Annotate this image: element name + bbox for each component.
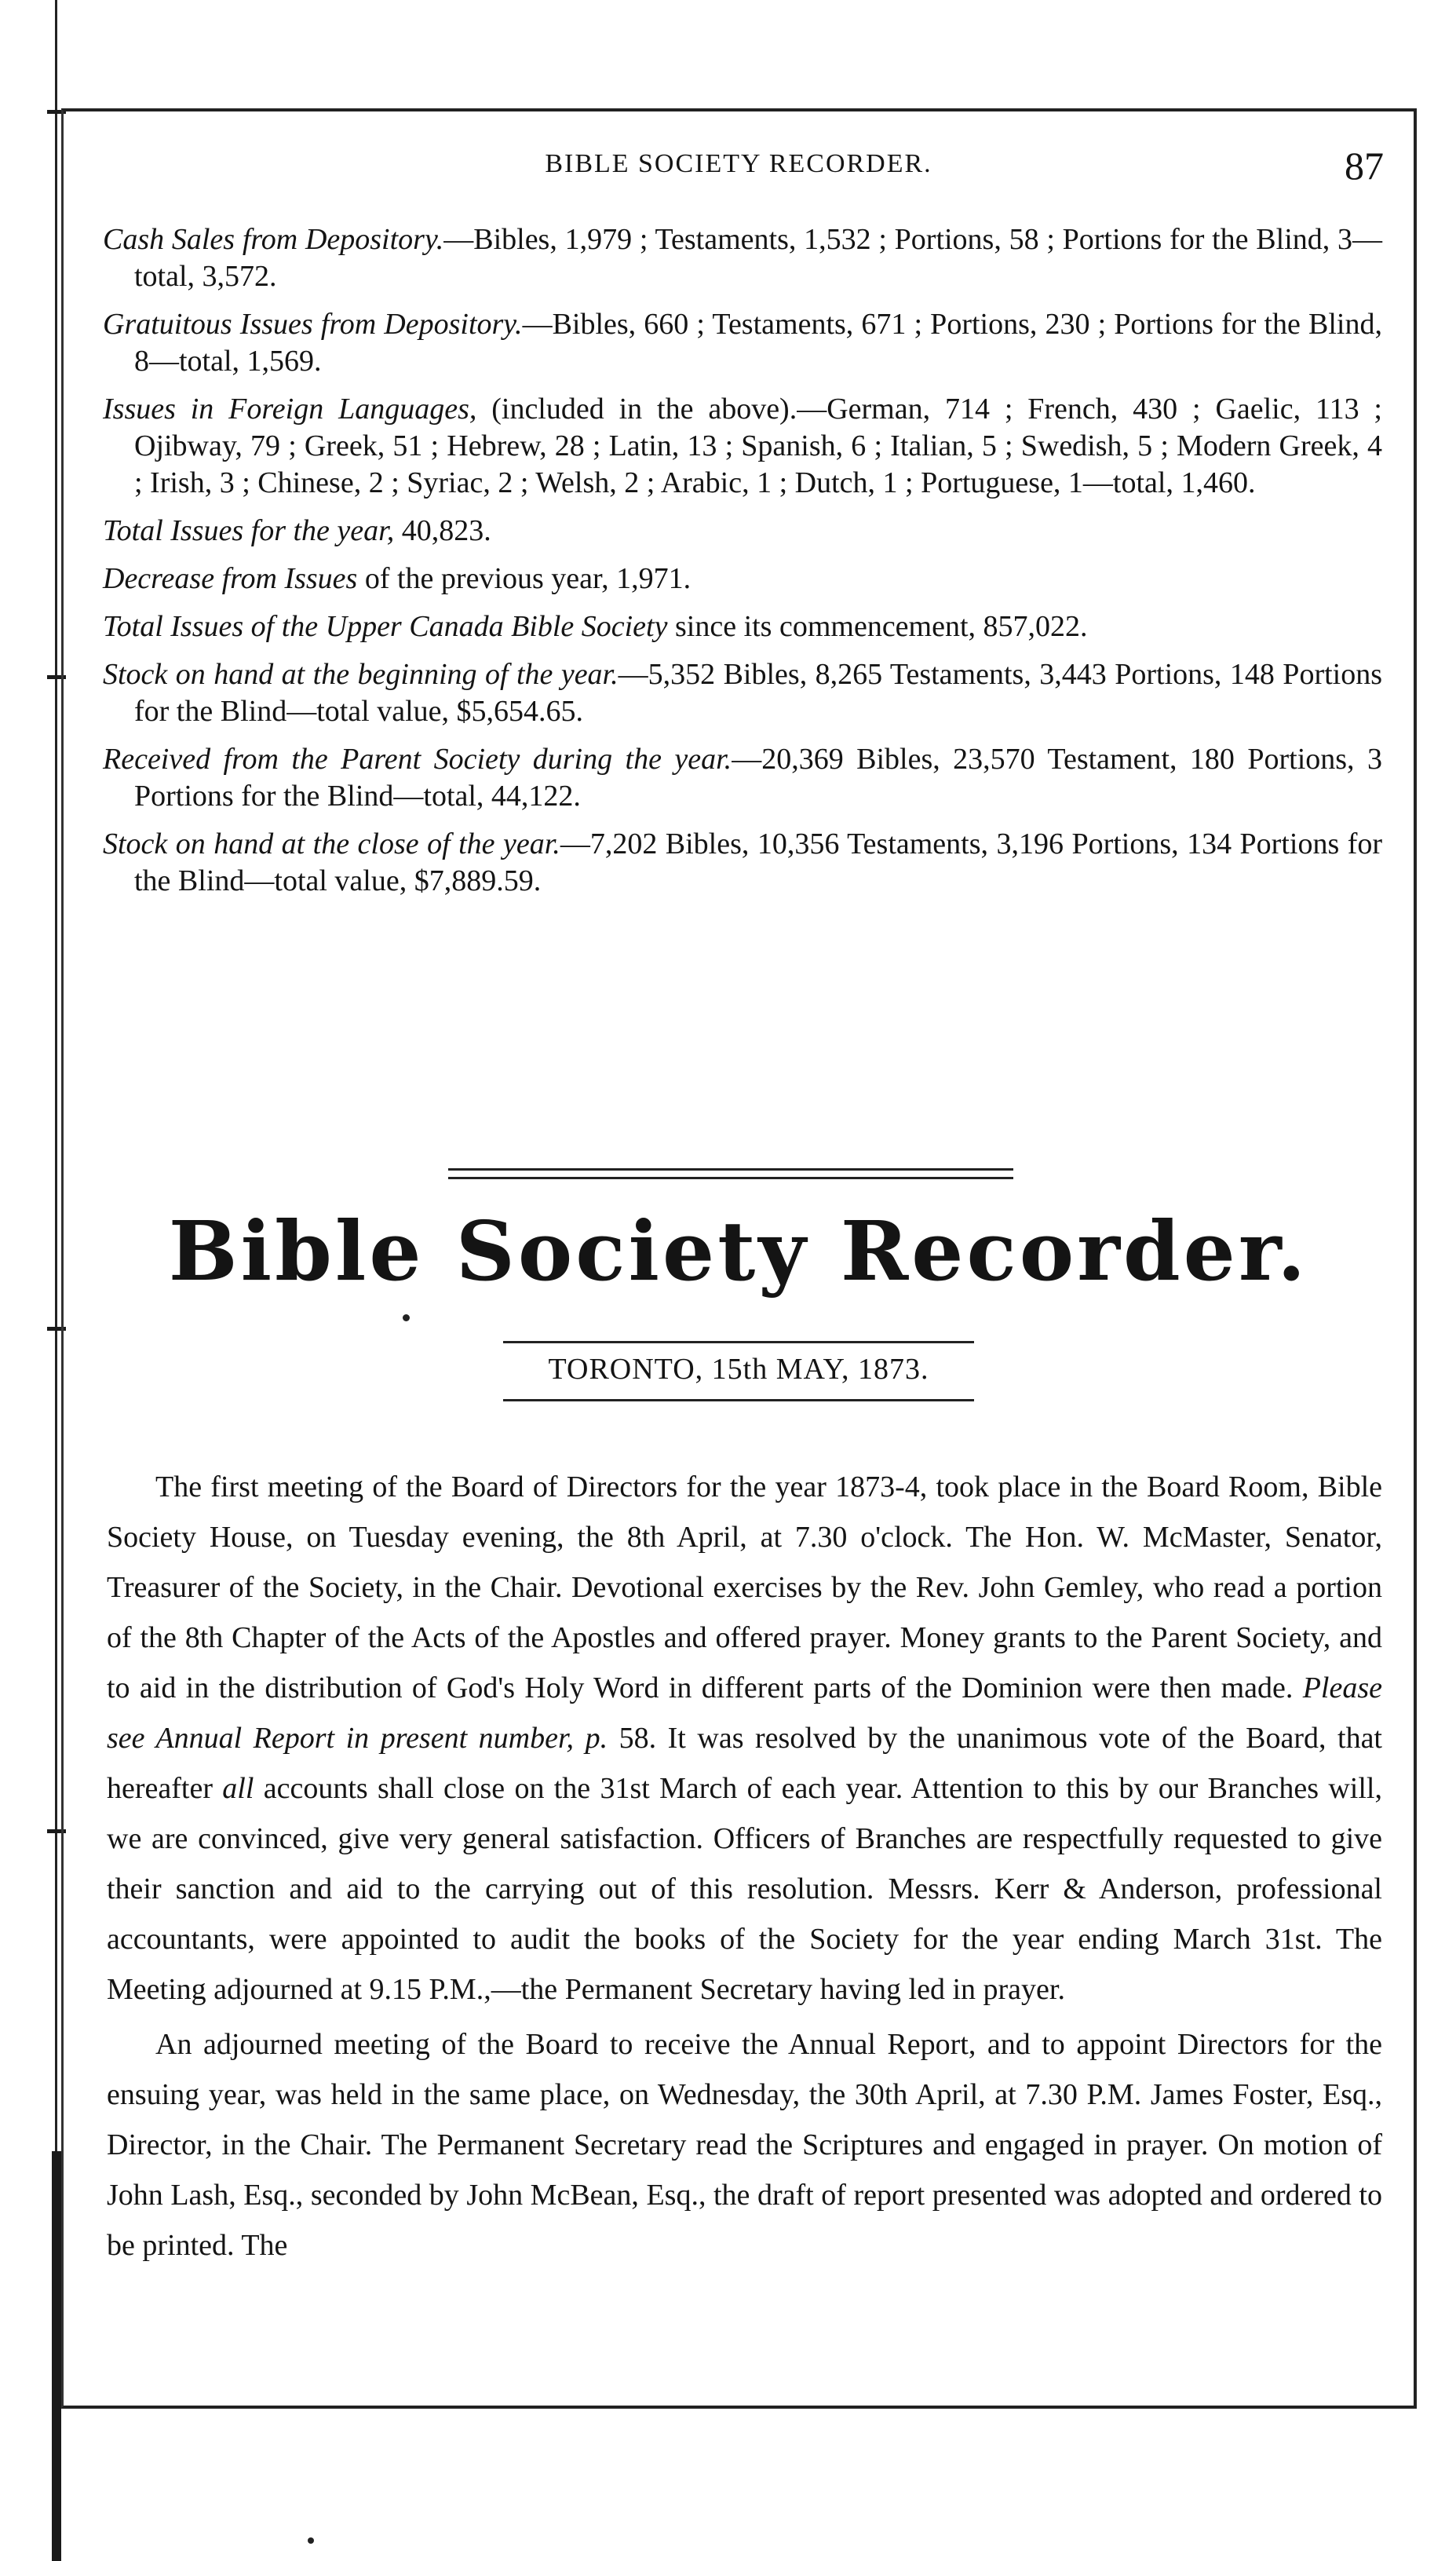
paragraph-adjourned-meeting: An adjourned meeting of the Board to receive the Annual Report, and to appoint Directors for the ensuing year, was held in the same place, on Wednesday, the 30th April, at 7.30 P.M. James Foster, Esq., Director, in the Chair. The Permanent Secretary read the Scriptures and engaged in prayer. On motion of John Lash, Esq., seconded by John McBean, Esq., the draft of report presented was adopted and ordered to be printed. The — [107, 2028, 1382, 2262]
stat-gratuitous-issues — [103, 306, 1382, 380]
statistics-list — [103, 221, 1382, 911]
emphasis-all: all — [222, 1772, 254, 1805]
masthead-title: Bible Society Recorder. — [168, 1203, 1309, 1299]
stat-total-since-commencement — [103, 608, 1382, 645]
stat-total-issues — [103, 513, 1382, 550]
stat-label: Stock on hand at the close of the year. — [103, 827, 560, 860]
stat-label: Decrease from Issues — [103, 562, 358, 595]
running-head — [64, 143, 1414, 190]
stat-text: 40,823. — [394, 514, 491, 547]
stat-text: —20,369 Bibles, 23,570 Testament, 180 Portions, 3 Portions for the Blind—total, 44,122. — [134, 743, 1382, 813]
ornament-dot — [403, 1314, 410, 1321]
stat-label: Stock on hand at the beginning of the year. — [103, 658, 619, 691]
stat-stock-beginning — [103, 656, 1382, 730]
stat-text: since its commencement, 857,022. — [667, 610, 1088, 643]
stat-stock-close — [103, 826, 1382, 900]
stat-label: Issues in Foreign Languages, — [103, 393, 477, 426]
dateline-rule-top — [503, 1341, 974, 1343]
dateline: TORONTO, 15th MAY, 1873. — [548, 1353, 929, 1386]
stat-label: Total Issues for the year, — [103, 514, 395, 547]
paragraph-text: 58. It was resolved by the unanimous vote of the Board, that hereafter — [107, 1722, 1382, 1805]
paragraph-text: The first meeting of the Board of Directors for the year 1873-4, took place in the Board Room, Bible Society House, on Tuesday evening, the 8th April, at 7.30 o'clock. The Hon. W. McMaster, Senator, Treasurer of the Society, in the Chair. Devotional exercises by the Rev. John Gemley, who read a portion of the 8th Chapter of the Acts of the Apostles and offered prayer. Money grants to the Parent Society, and to aid in the distribution of God's Holy Word in different parts of the Dominion were then made. — [107, 1470, 1382, 1704]
stat-text: —5,352 Bibles, 8,265 Testaments, 3,443 Portions, 148 Portions for the Blind—total value, $5,654.65. — [134, 658, 1383, 728]
stat-text: —Bibles, 1,979 ; Testaments, 1,532 ; Portions, 58 ; Portions for the Blind, 3—total, 3,572. — [134, 223, 1382, 293]
stat-label: Total Issues of the Upper Canada Bible Society — [103, 610, 668, 643]
stat-decrease — [103, 561, 1382, 597]
binding-edge — [52, 2151, 61, 2561]
stat-text: —Bibles, 660 ; Testaments, 671 ; Portions, 230 ; Portions for the Blind, 8—total, 1,569. — [134, 308, 1382, 378]
stray-mark — [308, 2537, 314, 2544]
double-rule — [448, 1168, 1013, 1179]
page-frame — [61, 108, 1417, 2409]
stat-text: of the previous year, 1,971. — [357, 562, 692, 595]
stat-label: Cash Sales from Depository. — [103, 223, 444, 256]
stat-received-parent-society — [103, 741, 1382, 815]
paragraph-text: accounts shall close on the 31st March of each year. Attention to this by our Branches will, we are convinced, give very general satisfaction. Officers of Branches are respectfully requested to give their sanction and aid to the carrying out of this resolution. Messrs. Kerr & Anderson, professional accountants, were appointed to audit the books of the Society for the year ending March 31st. The Meeting adjourned at 9.15 P.M.,—the Permanent Secretary having led in prayer. — [107, 1772, 1382, 2006]
stat-text: (included in the above).—German, 714 ; French, 430 ; Gaelic, 113 ; Ojibway, 79 ; Greek, 51 ; Hebrew, 28 ; Latin, 13 ; Spanish, 6 ; Italian, 5 ; Swedish, 5 ; Modern Greek, 4 ; Irish, 3 ; Chinese, 2 ; Syriac, 2 ; Welsh, 2 ; Arabic, 1 ; Dutch, 1 ; Portuguese, 1—total, 1,460. — [134, 393, 1382, 499]
stat-text: —7,202 Bibles, 10,356 Testaments, 3,196 Portions, 134 Portions for the Blind—total value, $7,889.59. — [134, 827, 1383, 897]
stat-cash-sales — [103, 221, 1382, 295]
page-number: 87 — [1345, 144, 1384, 188]
stat-foreign-languages — [103, 391, 1382, 502]
running-head-title: BIBLE SOCIETY RECORDER. — [545, 149, 932, 178]
paragraph-first-meeting — [107, 1462, 1382, 2015]
stat-label: Received from the Parent Society during the year. — [103, 743, 732, 776]
stat-label: Gratuitous Issues from Depository. — [103, 308, 523, 341]
annual-report-reference: Please see Annual Report in present number, p. — [107, 1671, 1382, 1755]
dateline-rule-bottom — [503, 1399, 974, 1401]
article-body — [107, 1462, 1382, 2275]
